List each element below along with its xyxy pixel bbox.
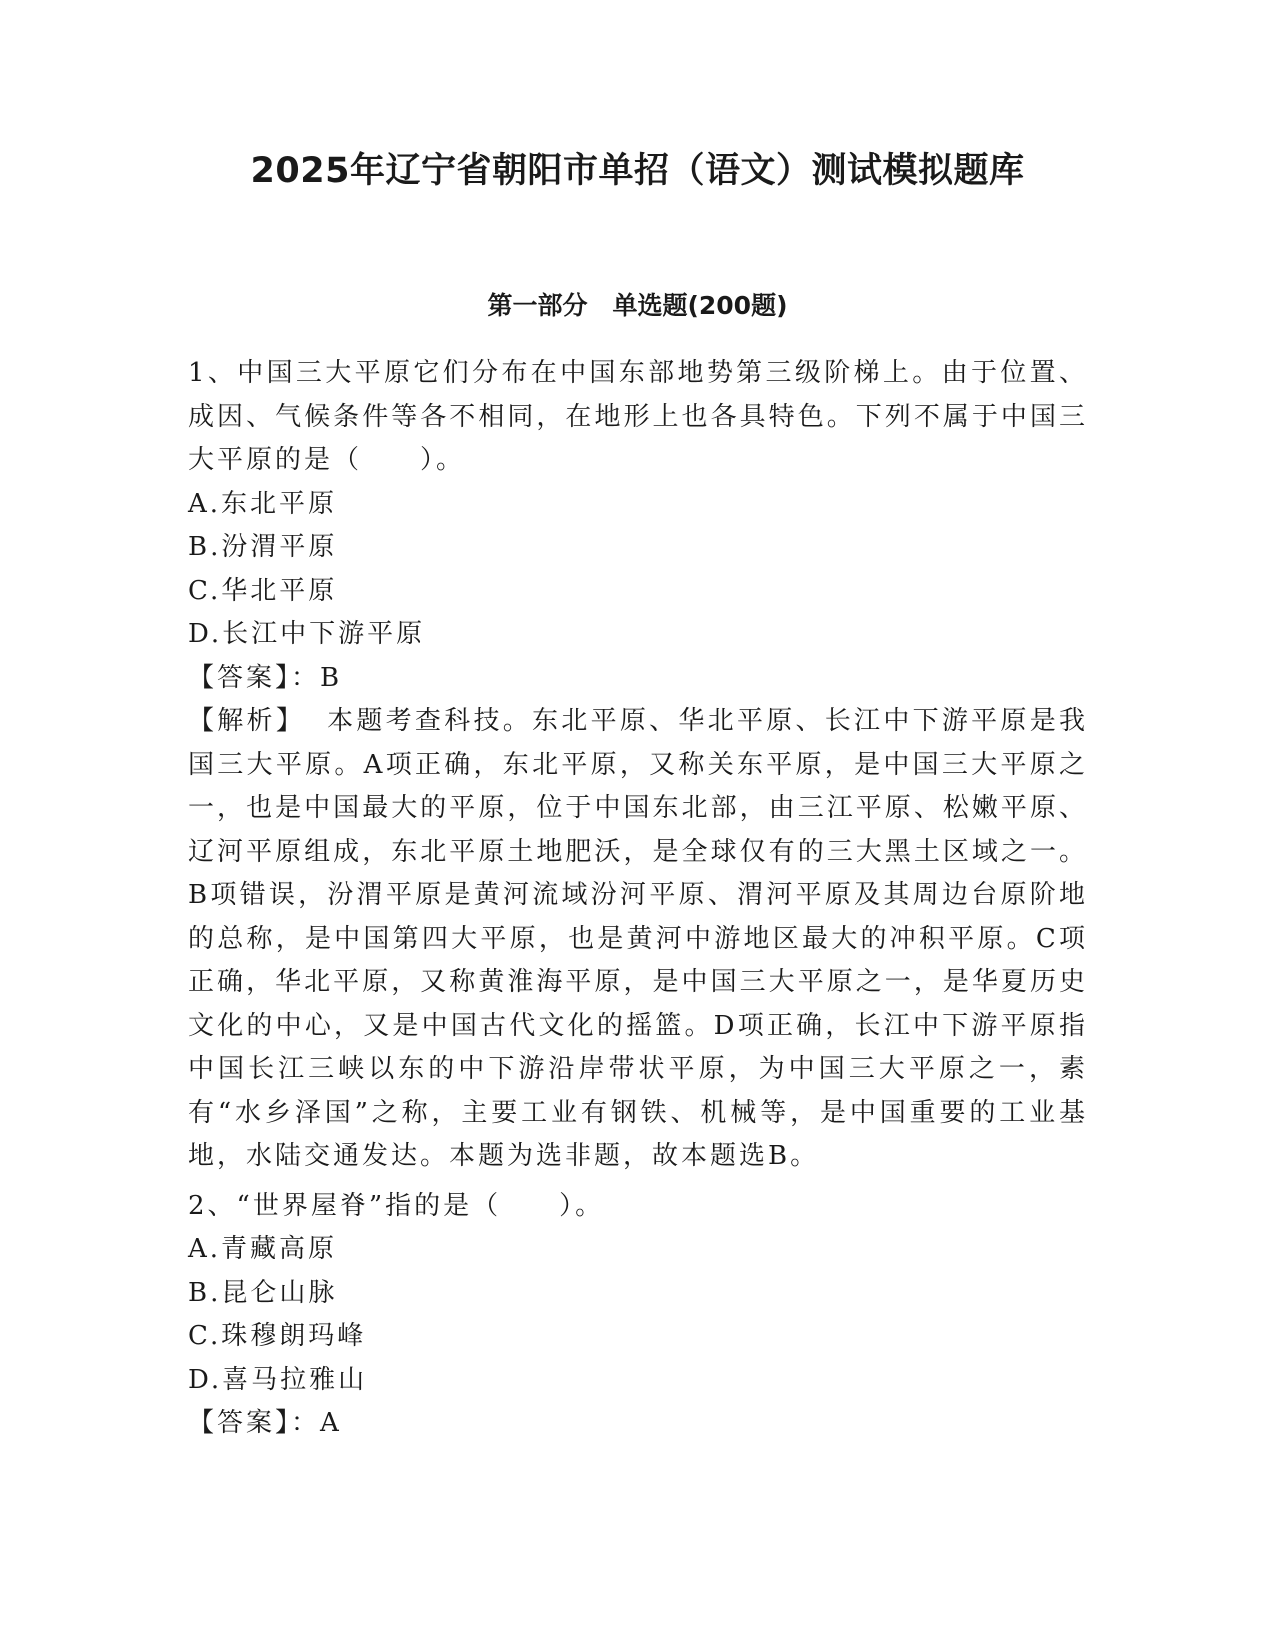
analysis-text: 本题考查科技。东北平原、华北平原、长江中下游平原是我国三大平原。A项正确，东北平原，又称关东平原，是中国三大平原之一，也是中国最大的平原，位于中国东北部，由三江平原、松嫩平原、辽河平原组成，东北平原土地肥沃，是全球仅有的三大黑土区域之一。B项错误，汾渭平原是黄河流域汾河平原、渭河平原及其周边台原阶地的总称，是中国第四大平原，也是黄河中游地区最大的冲积平原。C项正确，华北平原，又称黄淮海平原，是中国三大平原之一，是华夏历史文化的中心，又是中国古代文化的摇篮。D项正确，长江中下游平原指中国长江三峡以东的中下游沿岸带状平原，为中国三大平原之一，素有“水乡泽国”之称，主要工业有钢铁、机械等，是中国重要的工业基地，水陆交通发达。本题为选非题，故本题选B。 xyxy=(188,706,1088,1171)
option-a: A.青藏高原 xyxy=(188,1234,338,1264)
answer-label: 【答案】： xyxy=(188,1408,321,1438)
question-list xyxy=(188,352,1088,1446)
option-d: D.长江中下游平原 xyxy=(188,619,426,649)
answer-line xyxy=(188,1402,1088,1446)
option-b: B.汾渭平原 xyxy=(188,532,338,562)
answer-value: B xyxy=(320,662,343,693)
answer-label: 【答案】： xyxy=(188,662,321,693)
option-b: B.昆仑山脉 xyxy=(188,1277,338,1308)
question-1 xyxy=(188,352,1088,1179)
option-d: D.喜马拉雅山 xyxy=(188,1364,368,1395)
option-a: A.东北平原 xyxy=(188,488,338,519)
section-title: 第一部分 单选题(200题) xyxy=(487,291,788,320)
answer-value: A xyxy=(320,1408,342,1438)
analysis-paragraph xyxy=(188,700,1088,1179)
option-c: C.华北平原 xyxy=(188,575,338,606)
question-stem: 1、中国三大平原它们分布在中国东部地势第三级阶梯上。由于位置、成因、气候条件等各不相同，在地形上也各具特色。下列不属于中国三大平原的是（ ）。 xyxy=(188,358,1088,475)
document-title: 2025年辽宁省朝阳市单招（语文）测试模拟题库 xyxy=(250,151,1025,191)
answer-line xyxy=(188,657,1088,701)
analysis-label: 【解析】 xyxy=(188,706,306,736)
option-c: C.珠穆朗玛峰 xyxy=(188,1321,367,1351)
question-2 xyxy=(188,1185,1088,1446)
question-stem: 2、“世界屋脊”指的是（ ）。 xyxy=(188,1190,605,1221)
